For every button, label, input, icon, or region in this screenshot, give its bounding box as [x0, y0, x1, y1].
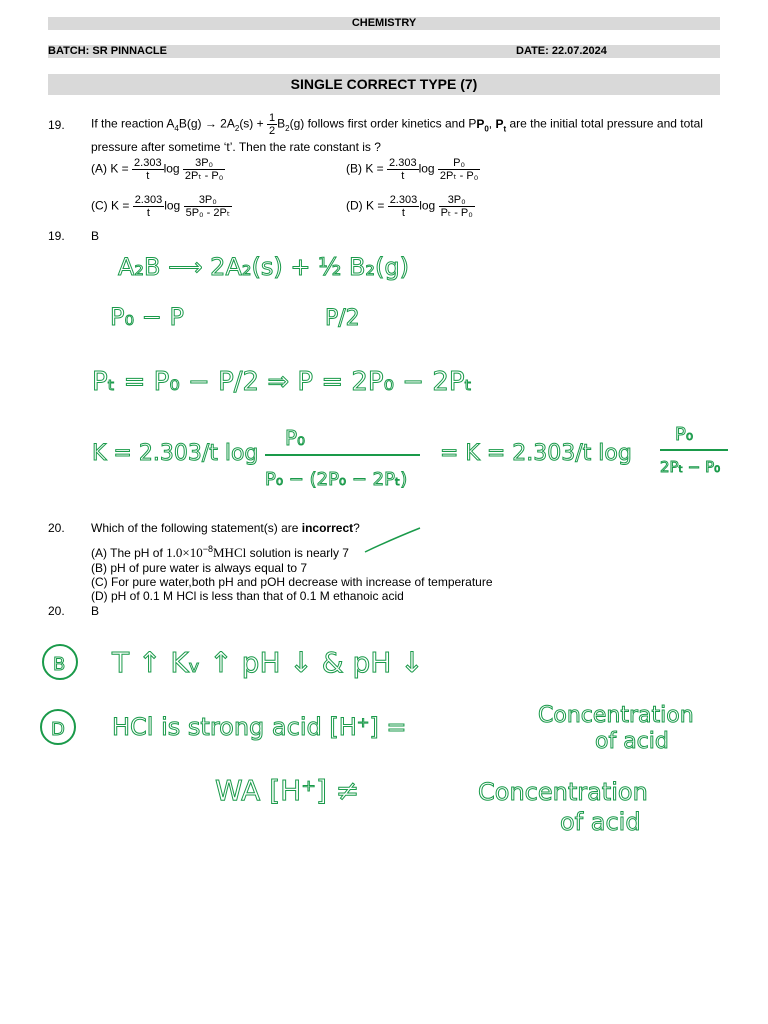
hw-q19-p-half: P/2: [325, 306, 360, 331]
q19-number: 19.: [48, 118, 65, 132]
hw-q20-wa-acid: of acid: [560, 808, 641, 836]
hw-q20-label-b: B: [53, 654, 66, 675]
hw-q20-wa-text: WA [H⁺] ≠: [215, 774, 360, 807]
hw-q20-d-text: HCl is strong acid [H⁺] =: [112, 713, 407, 741]
hw-q20-d-conc: Concentration: [538, 703, 694, 728]
q19-option-c: (C) K = $\frac{2.303}{t}$ log $\frac{\text{3P₀}}{\text{5P₀ - 2Pₜ}}$: [91, 194, 231, 219]
q20-stem: Which of the following statement(s) are incorrect?: [91, 521, 360, 535]
hw-q19-k-expression: K = 2.303/t log: [92, 441, 259, 466]
hw-q20-tick-mark: [365, 528, 420, 552]
hw-q19-k-den: P₀ − (2P₀ − 2Pₜ): [265, 469, 408, 490]
q20-option-d: (D) pH of 0.1 M HCl is less than that of 0.1 M ethanoic acid: [91, 589, 404, 603]
batch-label: BATCH: SR PINNACLE: [48, 45, 167, 57]
q20-answer: B: [91, 604, 100, 618]
date-label: DATE: 22.07.2024: [516, 45, 607, 57]
q19-option-a: (A) K = $\frac{2.303}{t}$ log $\frac{\text{3P₀}}{\text{2Pₜ - P₀}}$: [91, 157, 224, 182]
hw-q20-b-text: T ↑ Kᵥ ↑ pH ↓ & pH ↓: [112, 646, 424, 679]
hw-q20-label-d: D: [51, 719, 65, 740]
q19-option-b: (B) K = $\frac{2.303}{t}$ log $\frac{\text{P₀}}{\text{2Pₜ - P₀}}$: [346, 157, 479, 182]
hw-q19-pt-relation: Pₜ = P₀ − P/2 ⇒ P = 2P₀ − 2Pₜ: [92, 367, 473, 397]
q20-option-b: (B) pH of pure water is always equal to 7: [91, 561, 308, 575]
hw-q19-k-result: = K = 2.303/t log: [440, 441, 632, 466]
hw-q19-reaction: A₂B ⟶ 2A₂(s) + ½ B₂(g): [118, 253, 410, 281]
q19-line2: pressure after sometime ‘t’. Then the rate constant is ?: [91, 140, 381, 154]
q20-answer-number: 20.: [48, 604, 65, 618]
hw-q19-p0-minus-p: P₀ − P: [110, 303, 184, 331]
q20-number: 20.: [48, 521, 65, 535]
q20-option-a: (A) The pH of $1.0\times 10^{-8}MHCl$ solution is nearly 7: [91, 544, 349, 560]
q19-line1: If the reaction $A_4B(g) \to 2A_2(s)$ + $\frac{1}{2}$ $B_2(g)$ follows first order kinetics and $PP_0$, $P_t$ are the initial total pressure and total: [91, 112, 703, 137]
q19-answer-number: 19.: [48, 229, 65, 243]
q20-option-c: (C) For pure water,both pH and pOH decrease with increase of temperature: [91, 575, 493, 589]
section-title: SINGLE CORRECT TYPE (7): [48, 74, 720, 95]
q19-option-d: (D) K = $\frac{2.303}{t}$ log $\frac{\text{3P₀}}{\text{Pₜ - P₀}}$: [346, 194, 473, 219]
hw-q20-d-acid: of acid: [595, 729, 669, 754]
subject-header: CHEMISTRY: [48, 17, 720, 30]
hw-q20-wa-conc: Concentration: [478, 778, 648, 806]
hw-q19-k-num: P₀: [285, 426, 306, 450]
hw-q19-k-num2: P₀: [675, 424, 694, 445]
hw-q19-k-den2: 2Pₜ − P₀: [660, 458, 721, 476]
q19-answer: B: [91, 229, 100, 243]
